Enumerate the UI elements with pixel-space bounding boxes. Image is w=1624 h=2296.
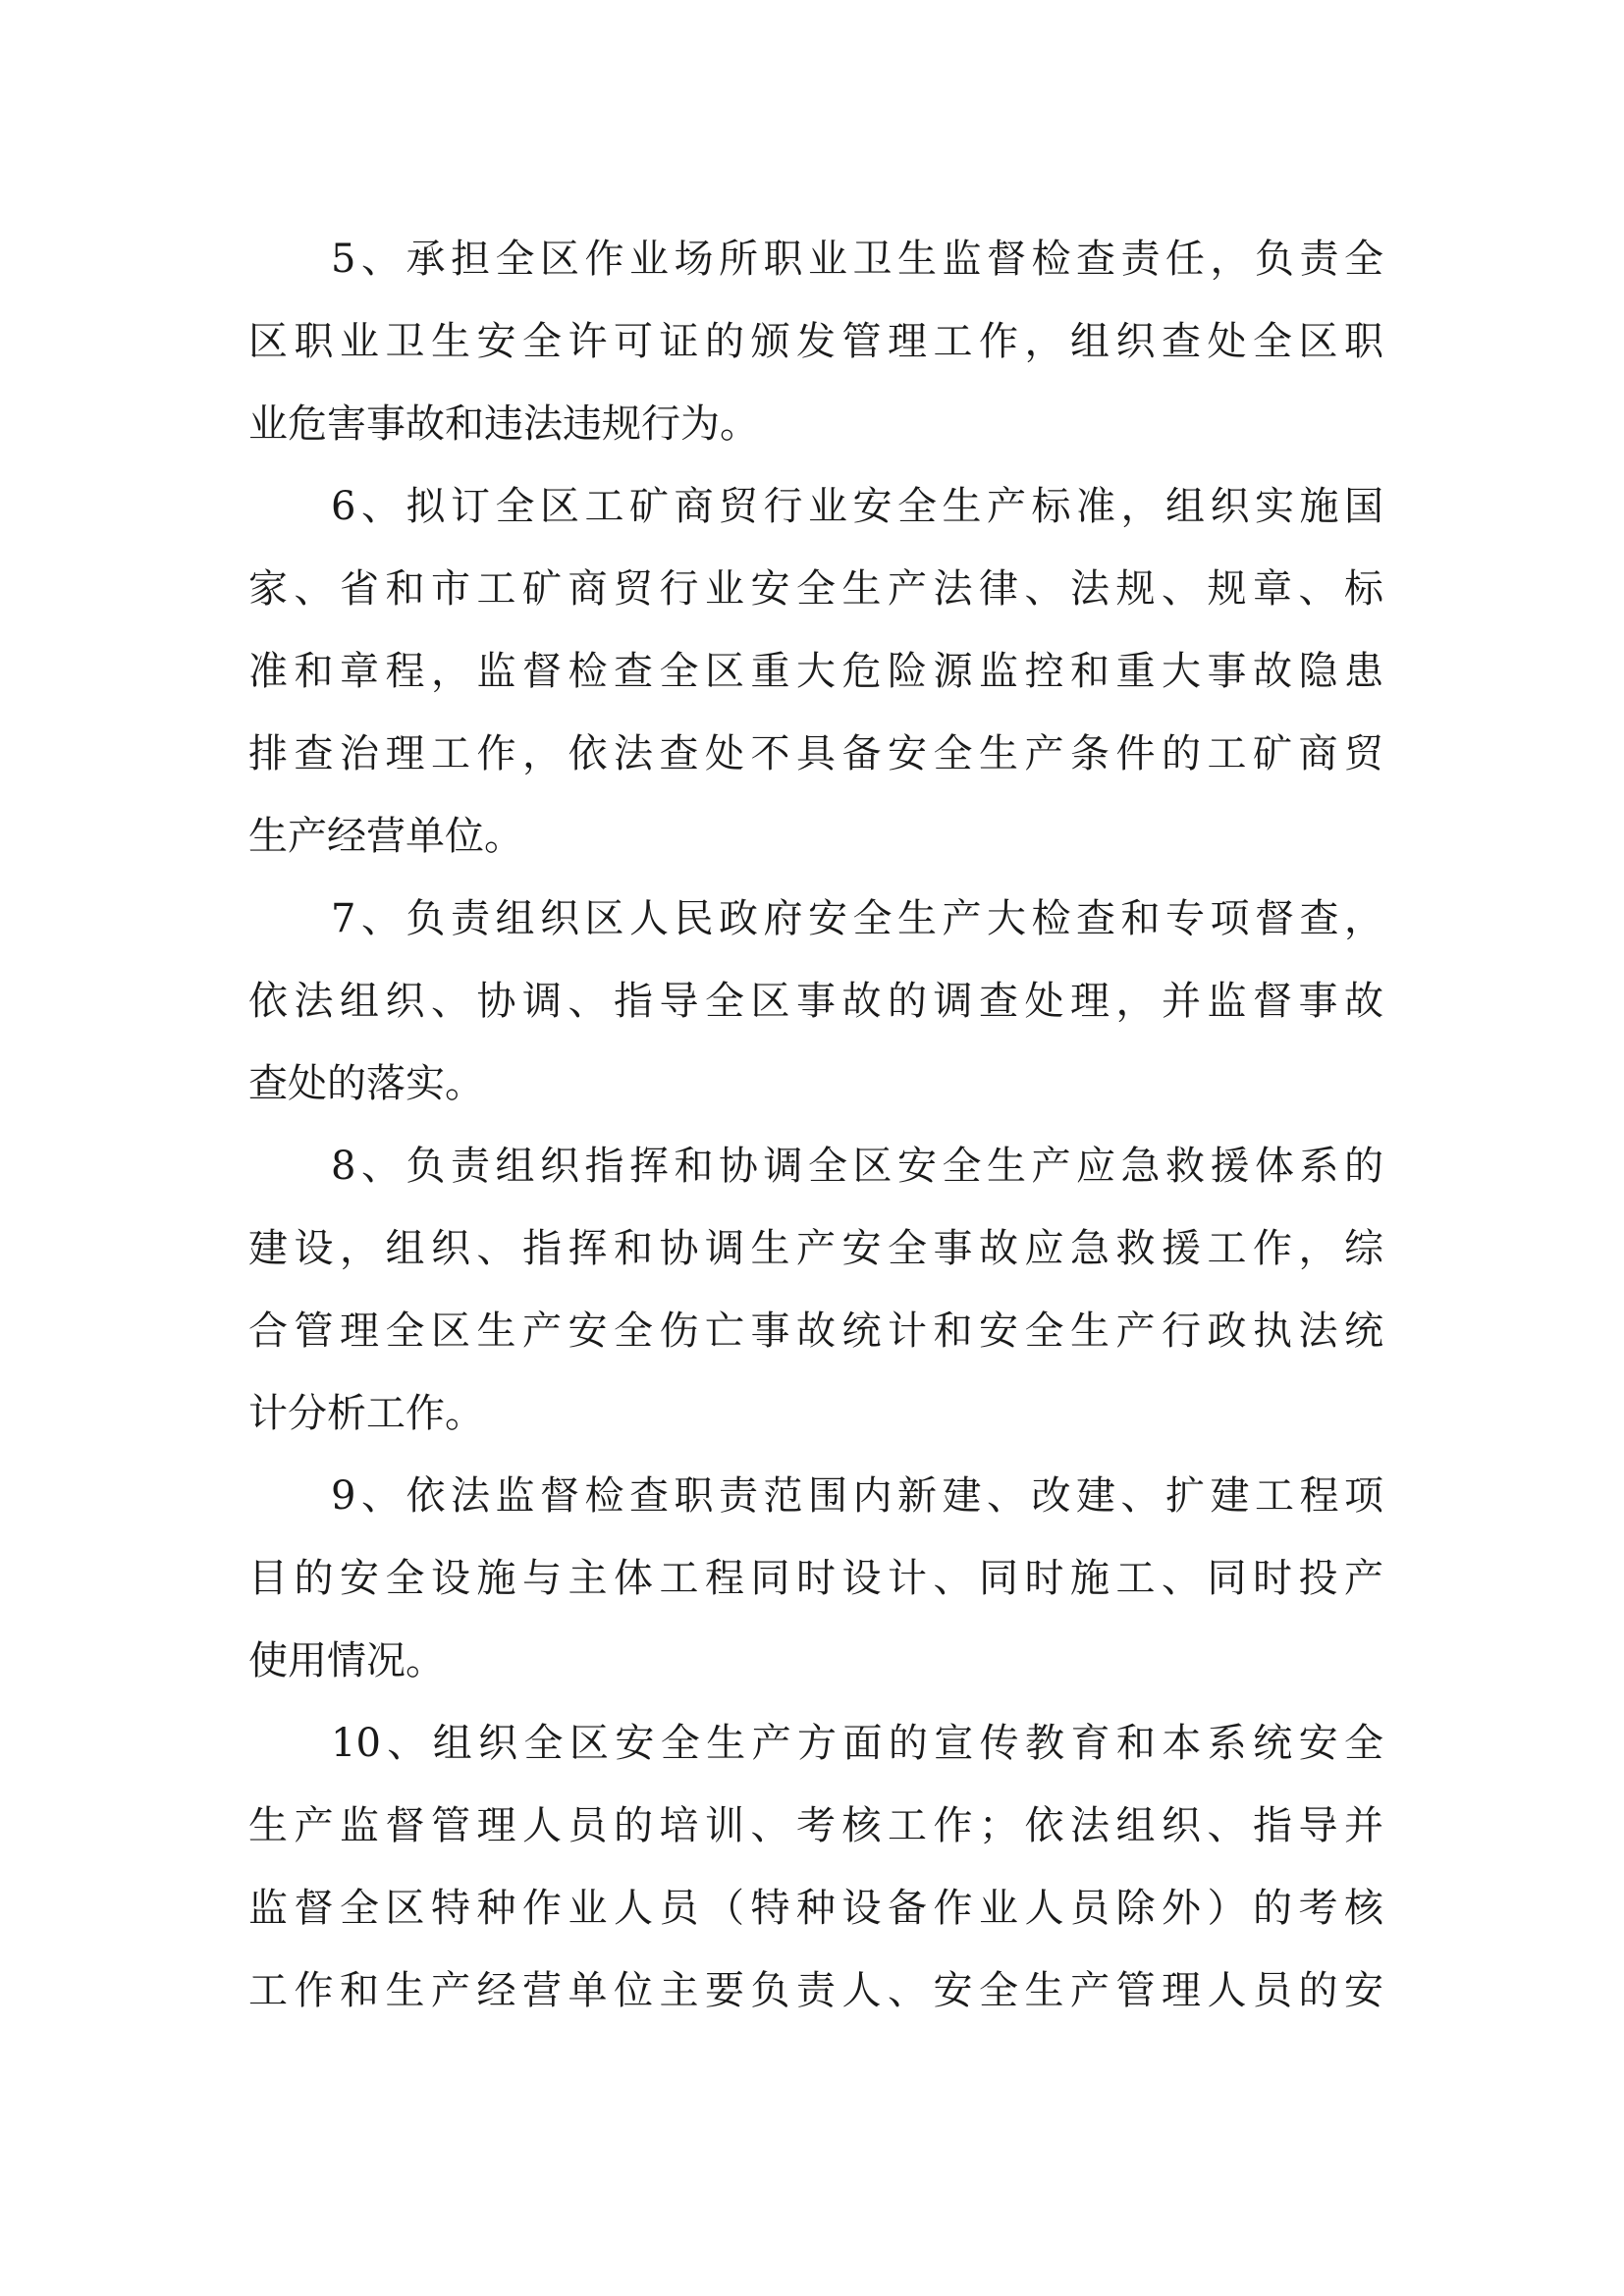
paragraph-7: [248, 878, 1383, 1125]
text-line: 业危害事故和违法违规行为。: [248, 401, 759, 447]
text-line: 目的安全设施与主体工程同时设计、同时施工、同时投产: [248, 1556, 1383, 1601]
text-line: 使用情况。: [248, 1638, 445, 1683]
paragraph-9: [248, 1455, 1383, 1702]
text-line: 家、省和市工矿商贸行业安全生产法律、法规、规章、标: [248, 566, 1383, 612]
paragraph-5: [248, 218, 1383, 465]
text-line: 5、承担全区作业场所职业卫生监督检查责任，负责全: [331, 237, 1383, 282]
text-line: 生产经营单位。: [248, 814, 523, 859]
text-line: 排查治理工作，依法查处不具备安全生产条件的工矿商贸: [248, 731, 1383, 776]
text-line: 6、拟订全区工矿商贸行业安全生产标准，组织实施国: [331, 484, 1383, 529]
text-line: 8、负责组织指挥和协调全区安全生产应急救援体系的: [331, 1144, 1383, 1189]
document-body: [248, 218, 1383, 2032]
text-line: 计分析工作。: [248, 1391, 484, 1436]
paragraph-6: [248, 465, 1383, 878]
text-line: 合管理全区生产安全伤亡事故统计和安全生产行政执法统: [248, 1308, 1383, 1354]
paragraph-8: [248, 1125, 1383, 1455]
text-line: 查处的落实。: [248, 1061, 484, 1106]
text-line: 工作和生产经营单位主要负责人、安全生产管理人员的安: [248, 1968, 1383, 2013]
text-line: 监督全区特种作业人员（特种设备作业人员除外）的考核: [248, 1886, 1383, 1931]
text-line: 建设，组织、指挥和协调生产安全事故应急救援工作，综: [248, 1226, 1383, 1271]
text-line: 9、依法监督检查职责范围内新建、改建、扩建工程项: [331, 1473, 1383, 1519]
text-line: 准和章程，监督检查全区重大危险源监控和重大事故隐患: [248, 649, 1383, 694]
text-line: 生产监督管理人员的培训、考核工作；依法组织、指导并: [248, 1803, 1383, 1848]
text-line: 7、负责组织区人民政府安全生产大检查和专项督查，: [331, 896, 1383, 941]
text-line: 区职业卫生安全许可证的颁发管理工作，组织查处全区职: [248, 319, 1383, 364]
paragraph-10: [248, 1702, 1383, 2032]
text-line: 10、组织全区安全生产方面的宣传教育和本系统安全: [331, 1721, 1383, 1766]
text-line: 依法组织、协调、指导全区事故的调查处理，并监督事故: [248, 979, 1383, 1024]
